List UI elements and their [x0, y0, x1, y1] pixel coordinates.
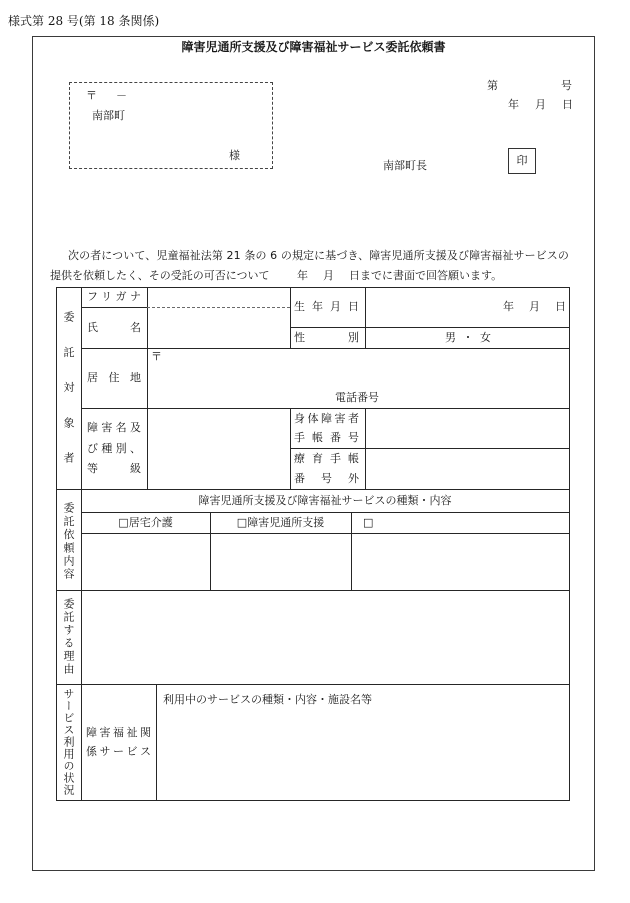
table-rule [156, 684, 157, 800]
doc-number-suffix: 号 [561, 79, 572, 92]
related-services-label-line: 係サービス [86, 745, 151, 758]
phone-label: 電話番号 [335, 391, 379, 404]
table-rule [56, 590, 569, 591]
rehab-cert-label-line: 療育手帳 [294, 452, 359, 465]
address-box [69, 82, 273, 169]
table-rule [81, 348, 569, 349]
birthdate-year: 年 [503, 300, 514, 313]
table-rule [290, 327, 569, 328]
physical-cert-field [366, 409, 569, 448]
intro-line-1: 次の者について、児童福祉法第 21 条の 6 の規定に基づき、障害児通所支援及び障害福祉サービスの [68, 249, 569, 262]
request-detail-other [352, 534, 569, 590]
name-field [148, 308, 290, 348]
recipient-honorific: 様 [229, 149, 240, 162]
name-label: 氏名 [87, 321, 141, 334]
section-label-request: 委託依頼内容 [62, 502, 75, 579]
furigana-field [148, 288, 290, 307]
reply-deadline-month: 月 [323, 269, 334, 282]
birthdate-label: 生年月日 [294, 300, 359, 313]
table-rule-dashed [147, 307, 290, 308]
intro-line-2-prefix: 提供を依頼したく、その受託の可否について [50, 269, 270, 282]
section-label-reason: 委託する理由 [62, 598, 75, 674]
disability-label-line: 等級 [87, 462, 141, 475]
residence-postal-mark: 〒 [151, 350, 162, 363]
table-rule [290, 287, 291, 348]
form-number: 様式第 28 号(第 18 条関係) [8, 14, 160, 28]
seal-label: 印 [516, 154, 528, 167]
table-rule [365, 287, 366, 348]
postal-mark: 〒 [86, 89, 97, 102]
disability-field [148, 409, 290, 489]
table-rule [81, 408, 569, 409]
table-rule [56, 684, 569, 685]
option-home-care: □居宅介護 [118, 516, 173, 529]
issue-date-month: 月 [535, 98, 546, 111]
doc-number-prefix: 第 [487, 79, 498, 92]
document-title: 障害児通所支援及び障害福祉サービス委託依頼書 [181, 40, 446, 54]
disability-label-line: び種別、 [87, 442, 141, 455]
option-child-day-support: □障害児通所支援 [236, 516, 325, 529]
sex-label: 性別 [294, 331, 359, 344]
reason-field [82, 591, 569, 684]
seal-box [508, 148, 536, 174]
table-rule [147, 287, 148, 489]
table-rule [290, 448, 569, 449]
physical-cert-label-line: 身体障害者 [294, 412, 359, 425]
physical-cert-label-line: 手帳番号 [294, 431, 359, 444]
reply-deadline-year: 年 [297, 269, 308, 282]
sender-title: 南部町長 [383, 159, 427, 172]
current-services-label: 利用中のサービスの種類・内容・施設名等 [163, 693, 372, 706]
table-rule [351, 512, 352, 590]
table-rule [81, 287, 82, 800]
section-label-subject: 委託対象者 [62, 311, 75, 463]
residence-label: 居住地 [87, 371, 141, 384]
table-rule [81, 533, 569, 534]
birthdate-month: 月 [529, 300, 540, 313]
section-label-usage: サービス利用の状況 [62, 688, 75, 795]
rehab-cert-label-line: 番号外 [294, 472, 359, 485]
disability-label-line: 障害名及 [87, 421, 141, 434]
option-other: □ [363, 516, 374, 529]
intro-line-2-suffix: 日までに書面で回答願います。 [349, 269, 503, 282]
table-rule [81, 512, 569, 513]
issue-date-day: 日 [562, 98, 573, 111]
table-rule [56, 489, 569, 490]
postal-dash: － [116, 89, 127, 102]
request-header: 障害児通所支援及び障害福祉サービスの種類・内容 [198, 494, 452, 507]
birthdate-day: 日 [555, 300, 566, 313]
sex-options: 男・女 [445, 331, 491, 344]
request-detail-child-day-support [211, 534, 351, 590]
rehab-cert-field [366, 449, 569, 489]
furigana-label: フリガナ [87, 290, 141, 303]
request-detail-home-care [82, 534, 210, 590]
recipient-town: 南部町 [92, 109, 125, 122]
table-rule [81, 307, 147, 308]
related-services-label-line: 障害福祉関 [86, 726, 151, 739]
issue-date-year: 年 [508, 98, 519, 111]
